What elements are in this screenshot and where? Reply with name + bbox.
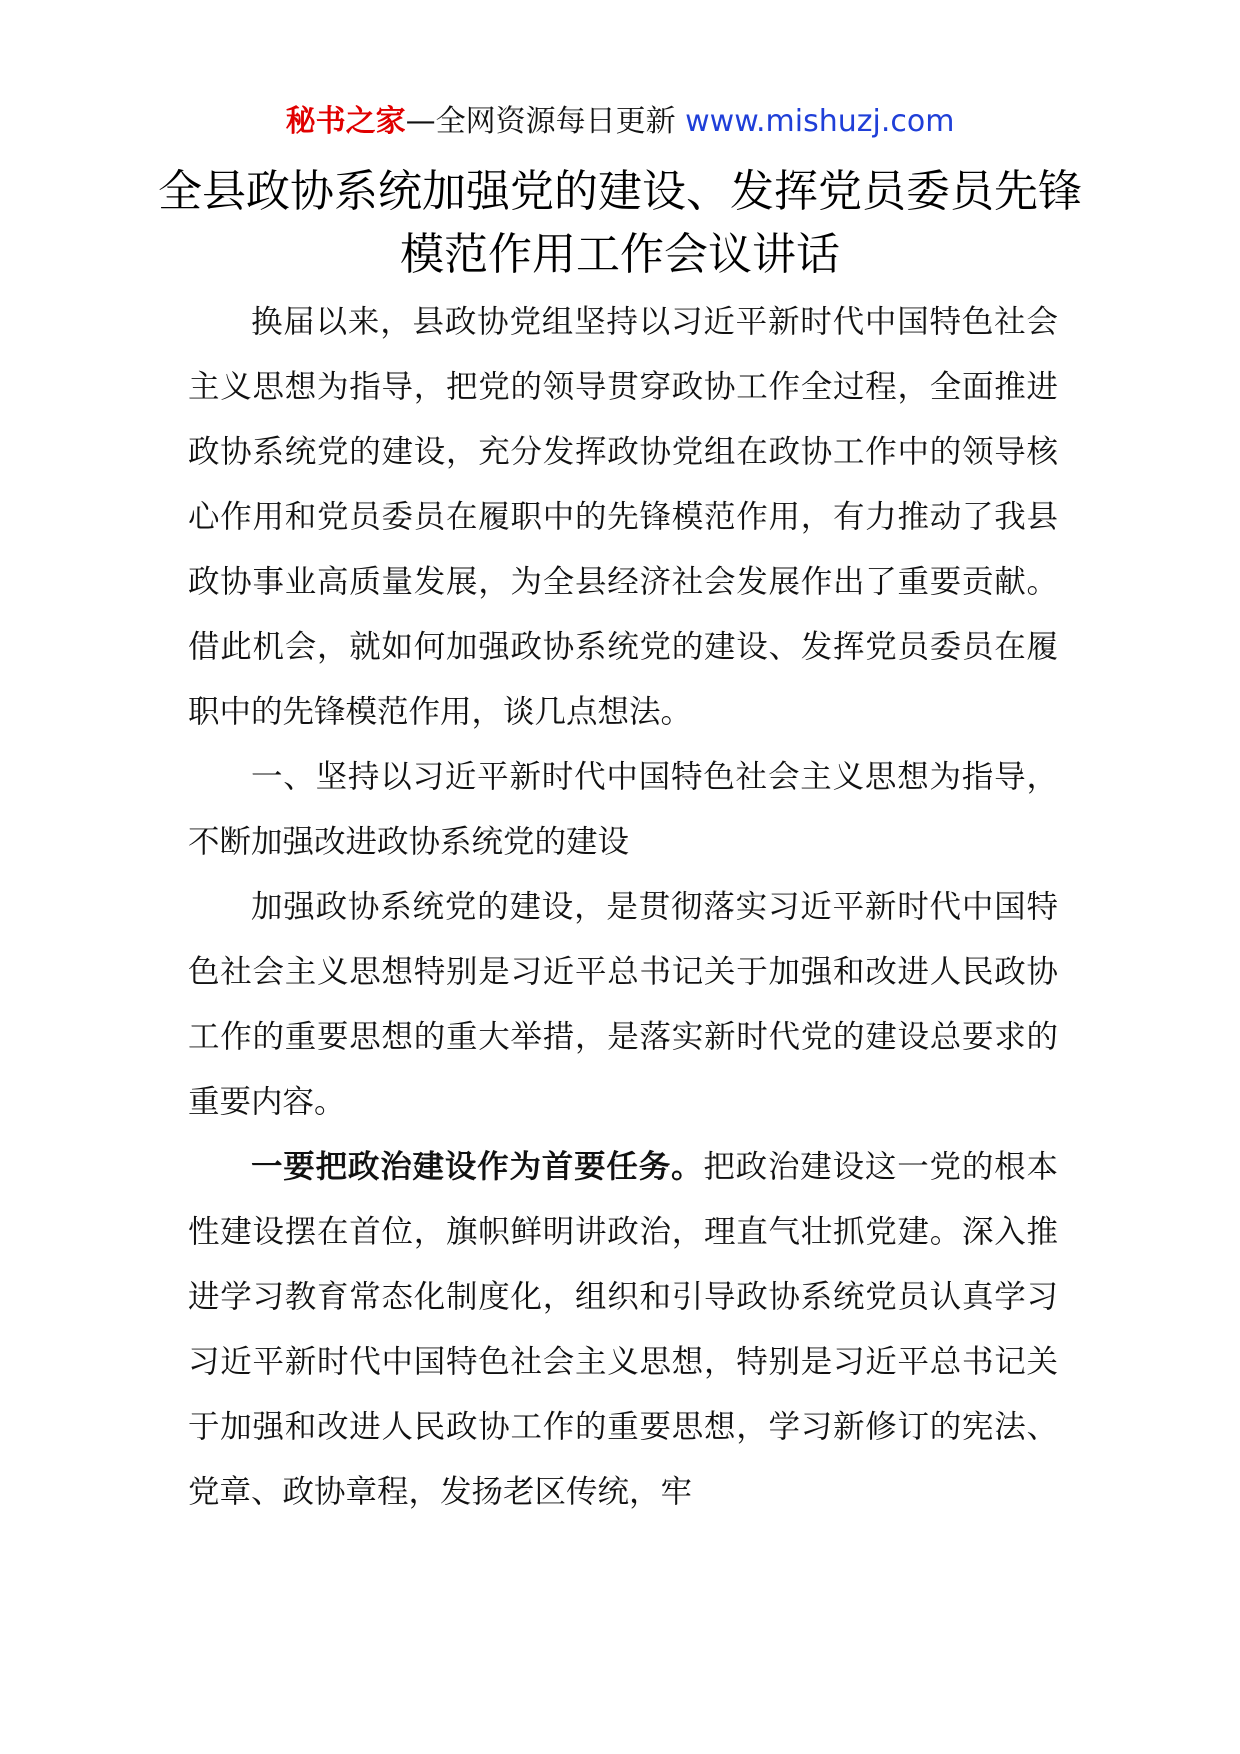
brand-name: 秘书之家 xyxy=(285,104,406,139)
document-title: 全县政协系统加强党的建设、发挥党员委员先锋模范作用工作会议讲话 xyxy=(158,166,1082,280)
page-header xyxy=(0,100,1240,144)
website-link[interactable]: www.mishuzj.com xyxy=(685,104,955,139)
intro-paragraph: 换届以来，县政协党组坚持以习近平新时代中国特色社会主义思想为指导，把党的领导贯穿政协工作全过程，全面推进政协系统党的建设，充分发挥政协党组在政协工作中的领导核心作用和党员委员在履职中的先锋模范作用，有力推动了我县政协事业高质量发展，为全县经济社会发展作出了重要贡献。借此机会，就如何加强政协系统党的建设、发挥党员委员在履职中的先锋模范作用，谈几点想法。 xyxy=(188,304,1058,730)
point-1-paragraph xyxy=(188,1135,1058,1525)
section-1-paragraph: 加强政协系统党的建设，是贯彻落实习近平新时代中国特色社会主义思想特别是习近平总书记关于加强和改进人民政协工作的重要思想的重大举措，是落实新时代党的建设总要求的重要内容。 xyxy=(188,889,1058,1120)
document-body xyxy=(188,290,1058,1525)
point-1-lead: 一要把政治建设作为首要任务。 xyxy=(251,1149,704,1185)
point-1-text: 把政治建设这一党的根本性建设摆在首位，旗帜鲜明讲政治，理直气壮抓党建。深入推进学习教育常态化制度化，组织和引导政协系统党员认真学习习近平新时代中国特色社会主义思想，特别是习近平总书记关于加强和改进人民政协工作的重要思想，学习新修订的宪法、党章、政协章程，发扬老区传统，牢 xyxy=(188,1149,1058,1510)
header-tagline: —全网资源每日更新 xyxy=(405,104,676,139)
section-heading-1: 一、坚持以习近平新时代中国特色社会主义思想为指导，不断加强改进政协系统党的建设 xyxy=(188,759,1058,860)
